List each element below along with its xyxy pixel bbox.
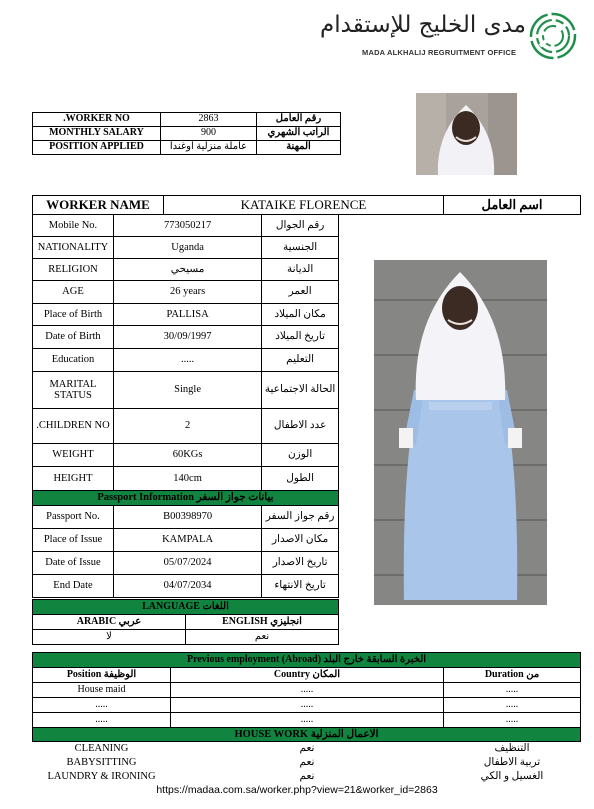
detail-value: 773050217: [113, 215, 261, 237]
summary-value: 900: [161, 127, 257, 141]
logo-english-text: MADA ALKHALIJ REGRUITMENT OFFICE: [362, 48, 517, 57]
language-english-header: ENGLISH انجليزي: [186, 615, 339, 630]
employment-country: .....: [171, 683, 444, 698]
passport-value: KAMPALA: [113, 529, 261, 552]
detail-value: 60KGs: [113, 444, 261, 467]
detail-label-en: MARITAL STATUS: [33, 372, 114, 409]
summary-label-ar: رقم العامل: [257, 113, 341, 127]
house-work-label-ar: التنظيف: [494, 743, 530, 755]
detail-label-ar: تاريخ الميلاد: [262, 326, 339, 349]
passport-label-ar: تاريخ الانتهاء: [262, 575, 339, 598]
detail-label-en: Date of Birth: [33, 326, 114, 349]
language-arabic-value: لا: [33, 630, 186, 645]
detail-value: PALLISA: [113, 304, 261, 326]
summary-table: [32, 112, 341, 155]
worker-photo-small: [416, 93, 517, 175]
detail-label-ar: الجنسية: [262, 237, 339, 259]
employment-position: .....: [33, 713, 171, 728]
house-work-row: [33, 742, 581, 756]
detail-value: مسيحي: [113, 259, 261, 281]
language-english-value: نعم: [186, 630, 339, 645]
detail-label-ar: الوزن: [262, 444, 339, 467]
passport-section-header: [33, 491, 339, 506]
details-row: [33, 409, 339, 444]
passport-row: [33, 552, 339, 575]
details-row: [33, 349, 339, 372]
logo-mark-icon: [528, 10, 578, 62]
employment-duration: .....: [444, 683, 581, 698]
summary-label-en: POSITION APPLIED: [33, 141, 161, 155]
passport-value: 05/07/2024: [113, 552, 261, 575]
detail-label-en: NATIONALITY: [33, 237, 114, 259]
detail-label-ar: الطول: [262, 467, 339, 491]
worker-name-value: KATAIKE FLORENCE: [164, 196, 444, 215]
detail-label-en: Mobile No.: [33, 215, 114, 237]
summary-label-ar: المهنة: [257, 141, 341, 155]
detail-label-en: .CHILDREN NO: [33, 409, 114, 444]
house-work-title: HOUSE WORK الاعمال المنزلية: [33, 728, 581, 742]
house-work-label-ar: الغسيل و الكي: [480, 770, 544, 782]
passport-row: [33, 529, 339, 552]
previous-employment-header-country: Country المكان: [171, 668, 444, 683]
house-work-value: نعم: [299, 743, 315, 755]
worker-name-label-en: WORKER NAME: [33, 196, 164, 215]
summary-value: 2863: [161, 113, 257, 127]
passport-title: Passport Information بيانات جواز السفر: [33, 491, 339, 506]
previous-employment-header-duration: Duration من: [444, 668, 581, 683]
employment-position: .....: [33, 698, 171, 713]
detail-label-ar: العمر: [262, 281, 339, 304]
house-work-label-en: CLEANING: [74, 743, 129, 755]
details-row: [33, 304, 339, 326]
house-work-table: [32, 727, 581, 784]
passport-value: 04/07/2034: [113, 575, 261, 598]
details-row: [33, 326, 339, 349]
logo-arabic-text: مدى الخليج للإستقدام: [320, 12, 526, 38]
worker-details-table: [32, 214, 339, 598]
house-work-label-en: LAUNDRY & IRONING: [47, 770, 156, 782]
details-row: [33, 467, 339, 491]
detail-value: Single: [113, 372, 261, 409]
worker-name-label-ar: اسم العامل: [444, 196, 581, 215]
details-row: [33, 237, 339, 259]
detail-label-ar: رقم الجوال: [262, 215, 339, 237]
table-row: [33, 683, 581, 698]
summary-row: [33, 141, 341, 155]
detail-label-en: HEIGHT: [33, 467, 114, 491]
detail-value: 2: [113, 409, 261, 444]
passport-row: [33, 575, 339, 598]
detail-label-ar: الحالة الاجتماعية: [262, 372, 339, 409]
summary-label-ar: الراتب الشهري: [257, 127, 341, 141]
passport-label-en: Passport No.: [33, 506, 114, 529]
employment-duration: .....: [444, 698, 581, 713]
passport-label-ar: تاريخ الاصدار: [262, 552, 339, 575]
worker-photo-full: [374, 260, 547, 605]
language-arabic-header: ARABIC عربي: [33, 615, 186, 630]
previous-employment-title: Previous employment (Abroad) الخبرة السابقة خارج البلد: [33, 653, 581, 668]
passport-label-en: Date of Issue: [33, 552, 114, 575]
house-work-value: نعم: [299, 756, 315, 768]
detail-label-ar: الديانة: [262, 259, 339, 281]
detail-label-en: WEIGHT: [33, 444, 114, 467]
detail-label-en: Education: [33, 349, 114, 372]
detail-label-en: AGE: [33, 281, 114, 304]
previous-employment-header-position: Position الوظيفة: [33, 668, 171, 683]
worker-name-table: [32, 195, 581, 215]
details-row: [33, 372, 339, 409]
detail-value: 140cm: [113, 467, 261, 491]
house-work-value: نعم: [299, 770, 315, 782]
language-title: LANGUAGE اللغات: [33, 600, 339, 615]
details-row: [33, 259, 339, 281]
passport-label-ar: رقم جواز السفر: [262, 506, 339, 529]
detail-value: 30/09/1997: [113, 326, 261, 349]
previous-employment-table: [32, 652, 581, 728]
detail-label-ar: مكان الميلاد: [262, 304, 339, 326]
employment-country: .....: [171, 713, 444, 728]
page-url: https://madaa.com.sa/worker.php?view=21&worker_id=2863: [0, 782, 594, 799]
detail-label-en: Place of Birth: [33, 304, 114, 326]
house-work-row: [33, 756, 581, 770]
summary-label-en: .WORKER NO: [33, 113, 161, 127]
detail-value: .....: [113, 349, 261, 372]
employment-duration: .....: [444, 713, 581, 728]
passport-label-ar: مكان الاصدار: [262, 529, 339, 552]
passport-value: B00398970: [113, 506, 261, 529]
detail-value: Uganda: [113, 237, 261, 259]
table-row: [33, 713, 581, 728]
detail-label-en: RELIGION: [33, 259, 114, 281]
employment-position: House maid: [33, 683, 171, 698]
detail-label-ar: عدد الاطفال: [262, 409, 339, 444]
summary-label-en: MONTHLY SALARY: [33, 127, 161, 141]
summary-value: عاملة منزلية اوغندا: [161, 141, 257, 155]
detail-label-ar: التعليم: [262, 349, 339, 372]
company-logo: [320, 10, 578, 66]
details-row: [33, 444, 339, 467]
table-row: [33, 698, 581, 713]
detail-value: 26 years: [113, 281, 261, 304]
summary-row: [33, 113, 341, 127]
language-table: [32, 599, 339, 645]
details-row: [33, 215, 339, 237]
employment-country: .....: [171, 698, 444, 713]
passport-row: [33, 506, 339, 529]
summary-row: [33, 127, 341, 141]
house-work-label-ar: تربية الاطفال: [483, 756, 541, 768]
house-work-label-en: BABYSITTING: [66, 756, 137, 768]
details-row: [33, 281, 339, 304]
passport-label-en: Place of Issue: [33, 529, 114, 552]
passport-label-en: End Date: [33, 575, 114, 598]
